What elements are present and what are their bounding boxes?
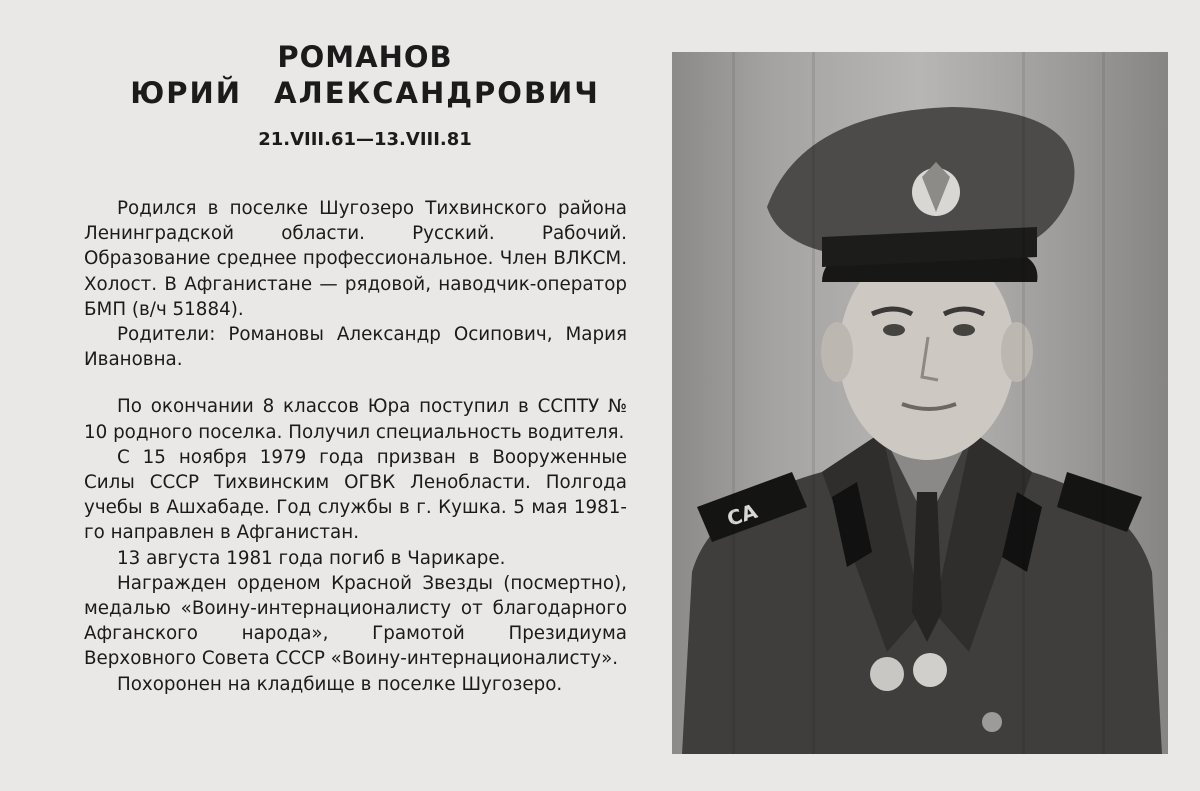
surname: РОМАНОВ xyxy=(277,40,453,74)
full-name: ЮРИЙ АЛЕКСАНДРОВИЧ xyxy=(130,76,600,110)
paragraph-burial: Похоронен на кладбище в поселке Шугозеро. xyxy=(117,673,563,695)
biography-text xyxy=(84,196,627,697)
paragraph-awards: Награжден орденом Красной Звезды (посмертно), медалью «Воину-интернационалисту от благодарного Афганского народа», Грамотой Президиума Верховного Совета СССР «Воину-интернационалисту». xyxy=(84,572,627,670)
paragraph-parents: Родители: Романовы Александр Осипович, Мария Ивановна. xyxy=(84,324,627,371)
shoulder-board-text-left: СА xyxy=(724,498,761,532)
soldier-portrait-icon xyxy=(672,52,1168,754)
paragraph-death: 13 августа 1981 года погиб в Чарикаре. xyxy=(117,547,506,569)
soldier-portrait-photo xyxy=(672,52,1168,754)
paragraph-birth: Родился в поселке Шугозеро Тихвинского района Ленинградской области. Русский. Рабочий. Образование среднее профессиональное. Член ВЛКСМ. Холост. В Афганистане — рядовой, наводчик-оператор БМП (в/ч 51884). xyxy=(84,198,627,320)
header xyxy=(105,38,625,152)
paragraph-education: По окончании 8 классов Юра поступил в ССПТУ № 10 родного поселка. Получил специальность водителя. xyxy=(84,396,627,443)
paragraph-service: С 15 ноября 1979 года призван в Вооруженные Силы СССР Тихвинским ОГВК Ленобласти. Полгода учебы в Ашхабаде. Год службы в г. Кушка. 5 мая 1981-го направлен в Афганистан. xyxy=(84,446,627,544)
life-dates: 21.VIII.61—13.VIII.81 xyxy=(258,129,472,150)
